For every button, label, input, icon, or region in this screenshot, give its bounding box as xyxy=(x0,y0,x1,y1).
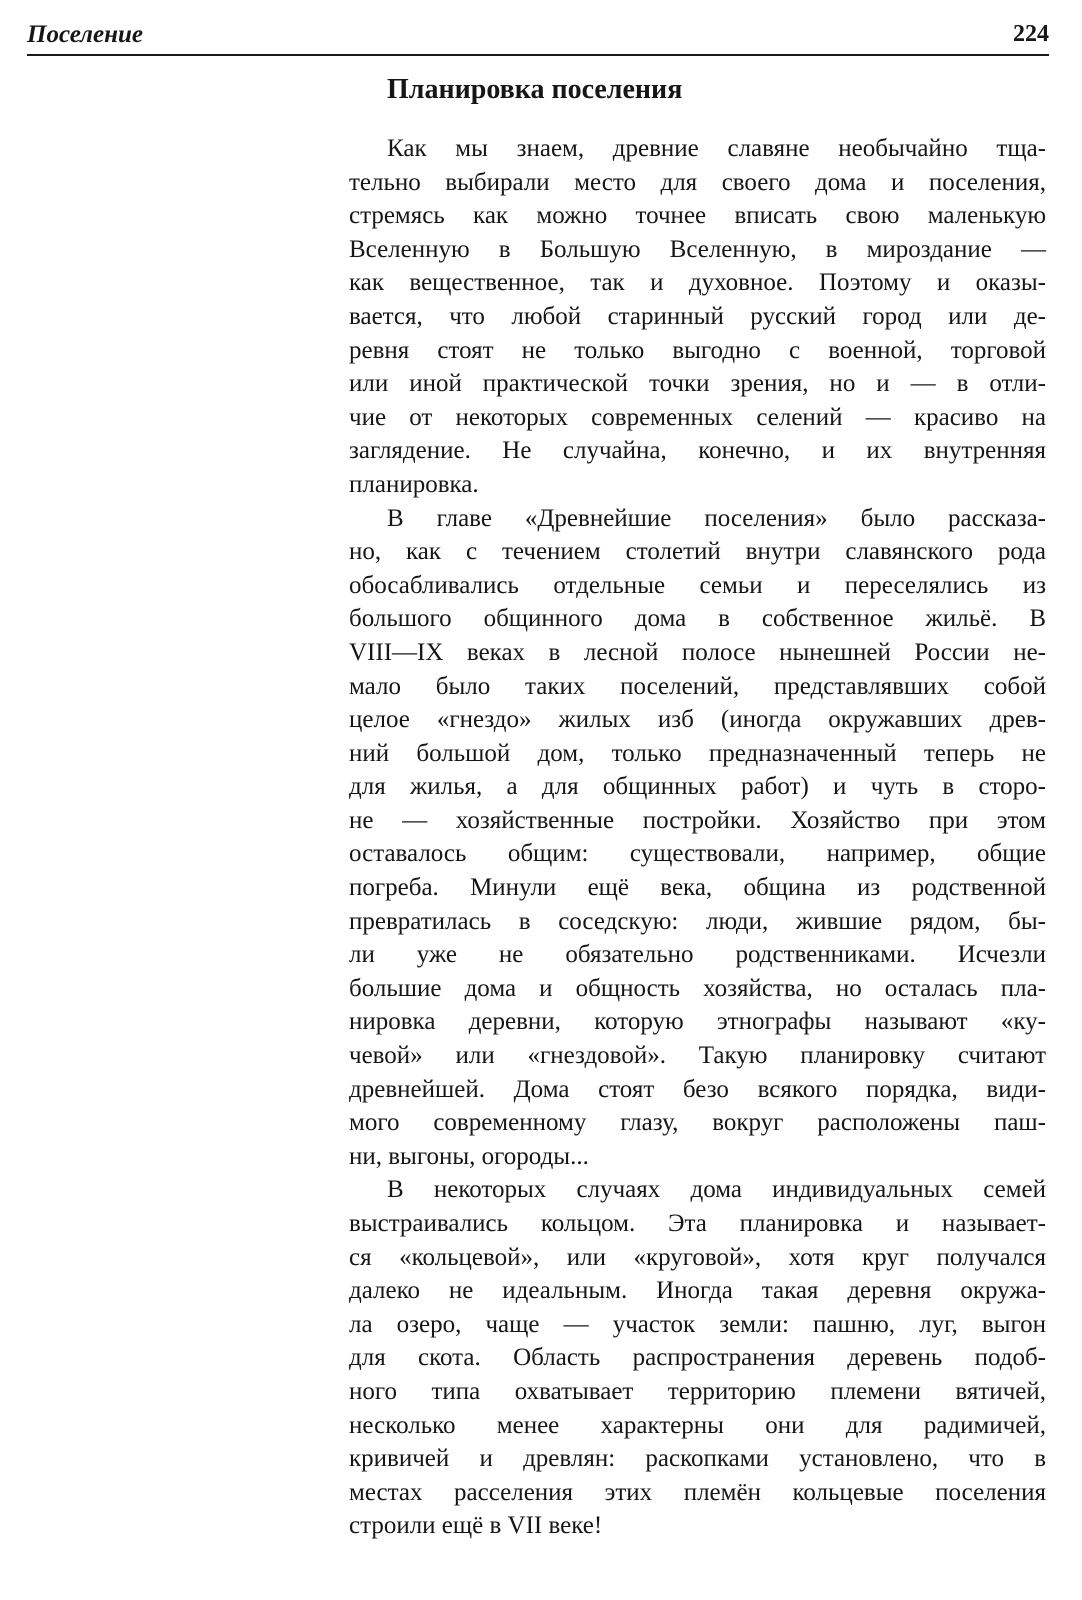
text-line: для скота. Область распространения деревень подоб- xyxy=(349,1344,1046,1372)
text-line: превратилась в соседскую: люди, жившие рядом, бы- xyxy=(349,907,1046,935)
page-number: 224 xyxy=(1013,21,1049,47)
text-line: погреба. Минули ещё века, община из родственной xyxy=(349,874,1046,902)
text-line: местах расселения этих племён кольцевые поселения xyxy=(349,1478,1046,1506)
text-line: выстраивались кольцом. Эта планировка и называет- xyxy=(349,1210,1046,1237)
text-line: планировка. xyxy=(349,470,479,498)
text-line: но, как с течением столетий внутри славянского рода xyxy=(349,538,1046,566)
text-line: вается, что любой старинный русский город или де- xyxy=(349,302,1046,330)
text-line: ни, выгоны, огороды... xyxy=(349,1142,589,1170)
text-line: несколько менее характерны они для радимичей, xyxy=(349,1411,1046,1439)
paragraph xyxy=(349,502,1046,1174)
text-line: нировка деревни, которую этнографы называют «ку- xyxy=(349,1008,1046,1036)
text-line: не — хозяйственные постройки. Хозяйство при этом xyxy=(349,806,1046,834)
text-line: древнейшей. Дома стоят безо всякого порядка, види- xyxy=(349,1075,1046,1103)
text-line: далеко не идеальным. Иногда такая деревня окружа- xyxy=(349,1277,1046,1305)
text-line: оставалось общим: существовали, например, общие xyxy=(349,840,1046,868)
text-line: чевой» или «гнездовой». Такую планировку считают xyxy=(349,1042,1046,1070)
text-line: VIII—IX веках в лесной полосе нынешней России не- xyxy=(349,638,1046,666)
body-text xyxy=(349,132,1046,1543)
text-line: заглядение. Не случайна, конечно, и их внутренняя xyxy=(349,437,1046,465)
text-line: ний большой дом, только предназначенный теперь не xyxy=(349,739,1046,767)
text-line: кривичей и древлян: раскопками установлено, что в xyxy=(349,1445,1046,1473)
text-line: ного типа охватывает территорию племени вятичей, xyxy=(349,1377,1046,1405)
text-line: Вселенную в Большую Вселенную, в мироздание — xyxy=(349,235,1046,263)
text-line: строили ещё в VII веке! xyxy=(349,1512,603,1540)
text-line: мого современному глазу, вокруг расположены паш- xyxy=(349,1109,1046,1137)
text-line: Как мы знаем, древние славяне необычайно тща- xyxy=(387,135,1046,162)
text-line: ся «кольцевой», или «круговой», хотя круг получался xyxy=(349,1243,1046,1271)
text-line: стремясь как можно точнее вписать свою маленькую xyxy=(349,202,1046,230)
text-line: тельно выбирали место для своего дома и поселения, xyxy=(349,168,1046,196)
text-line: или иной практической точки зрения, но и — в отли- xyxy=(349,370,1046,398)
text-line: большого общинного дома в собственное жильё. В xyxy=(349,605,1046,633)
paragraph xyxy=(349,1173,1046,1543)
text-line: как вещественное, так и духовное. Поэтому и оказы- xyxy=(349,269,1046,297)
text-line: ли уже не обязательно родственниками. Исчезли xyxy=(349,941,1046,969)
text-line: В некоторых случаях дома индивидуальных семей xyxy=(387,1176,1046,1204)
text-line: ревня стоят не только выгодно с военной, торговой xyxy=(349,336,1046,364)
text-line: ла озеро, чаще — участок земли: пашню, луг, выгон xyxy=(349,1310,1046,1338)
text-line: для жилья, а для общинных работ) и чуть в сторо- xyxy=(349,773,1046,801)
running-header-section: Поселение xyxy=(27,21,143,48)
section-title: Планировка поселения xyxy=(387,74,683,105)
text-line: чие от некоторых современных селений — красиво на xyxy=(349,403,1046,431)
text-line: В главе «Древнейшие поселения» было рассказа- xyxy=(387,504,1046,532)
paragraph xyxy=(349,132,1046,502)
text-line: целое «гнездо» жилых изб (иногда окружавших древ- xyxy=(349,706,1046,734)
text-line: обосабливались отдельные семьи и переселялись из xyxy=(349,571,1046,599)
running-header xyxy=(27,18,1049,56)
text-line: мало было таких поселений, представлявших собой xyxy=(349,672,1046,700)
text-line: большие дома и общность хозяйства, но осталась пла- xyxy=(349,974,1046,1002)
